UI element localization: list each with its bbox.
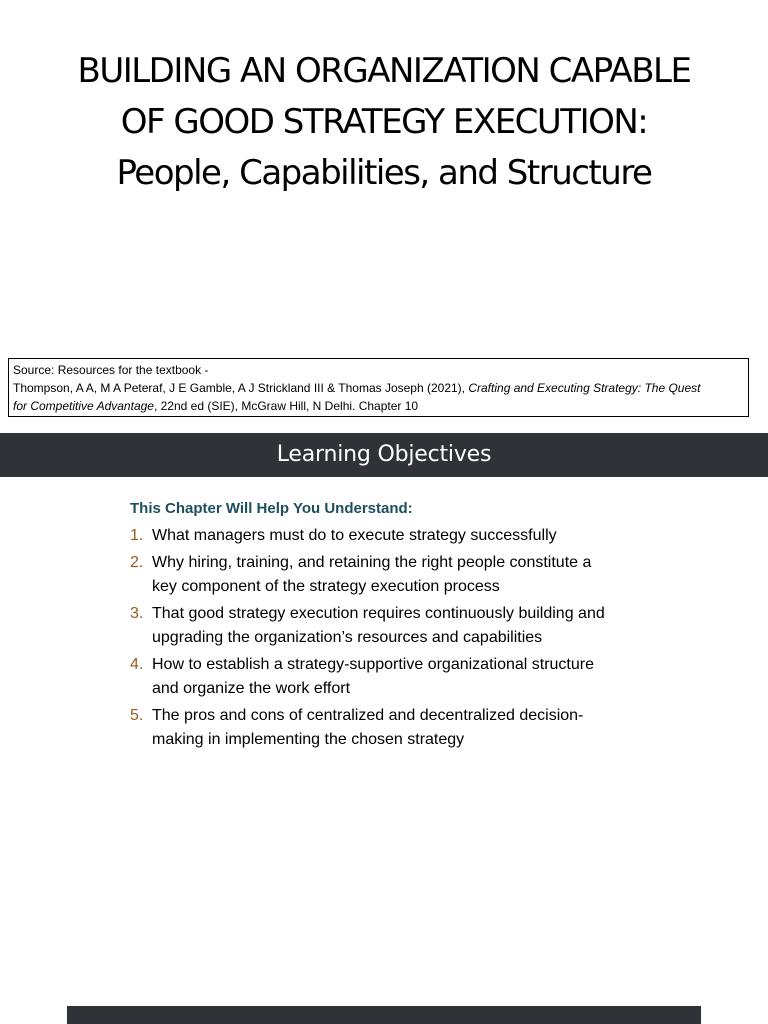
objective-number: 4. <box>130 656 144 673</box>
objective-item <box>130 551 670 599</box>
objective-item <box>130 524 670 548</box>
objectives-list <box>130 524 670 752</box>
objective-text: How to establish a strategy-supportive organizational structure <box>152 656 594 673</box>
objective-number: 3. <box>130 605 144 622</box>
objective-item <box>130 704 670 752</box>
title-line-1: BUILDING AN ORGANIZATION CAPABLE <box>77 51 691 91</box>
source-book-title-part2: for Competitive Advantage <box>13 399 154 413</box>
next-slide-header-bar <box>67 1006 701 1024</box>
objective-number: 5. <box>130 707 144 724</box>
objective-text: The pros and cons of centralized and decentralized decision- <box>152 707 584 724</box>
source-line-2 <box>13 379 748 397</box>
objective-text: and organize the work effort <box>152 680 351 697</box>
objective-text: That good strategy execution requires continuously building and <box>152 605 605 622</box>
source-citation-box <box>8 358 749 417</box>
objective-text: making in implementing the chosen strategy <box>152 731 465 748</box>
title-line-3: People, Capabilities, and Structure <box>116 153 652 193</box>
learning-objectives-body <box>130 498 670 755</box>
objective-item <box>130 602 670 650</box>
objective-text: upgrading the organization’s resources and capabilities <box>152 629 543 646</box>
source-edition: , 22nd ed (SIE), McGraw Hill, N Delhi. Chapter 10 <box>153 399 419 413</box>
objective-text: What managers must do to execute strategy successfully <box>152 527 557 544</box>
objectives-subhead: This Chapter Will Help You Understand: <box>130 500 413 517</box>
learning-objectives-header <box>0 433 768 477</box>
title-line-2: OF GOOD STRATEGY EXECUTION: <box>120 102 648 142</box>
objective-item <box>130 653 670 701</box>
source-book-title-part1: Crafting and Executing Strategy: The Quest <box>468 381 701 395</box>
title-block <box>0 46 768 199</box>
objective-text: Why hiring, training, and retaining the right people constitute a <box>152 554 592 571</box>
objective-number: 1. <box>130 527 144 544</box>
source-authors: Thompson, A A, M A Peteraf, J E Gamble, A J Strickland III & Thomas Joseph (2021), <box>13 381 469 395</box>
source-line-3 <box>13 397 748 415</box>
objective-number: 2. <box>130 554 144 571</box>
objective-text: key component of the strategy execution process <box>152 578 500 595</box>
learning-objectives-title: Learning Objectives <box>276 442 492 467</box>
source-line-1: Source: Resources for the textbook - <box>13 363 209 377</box>
